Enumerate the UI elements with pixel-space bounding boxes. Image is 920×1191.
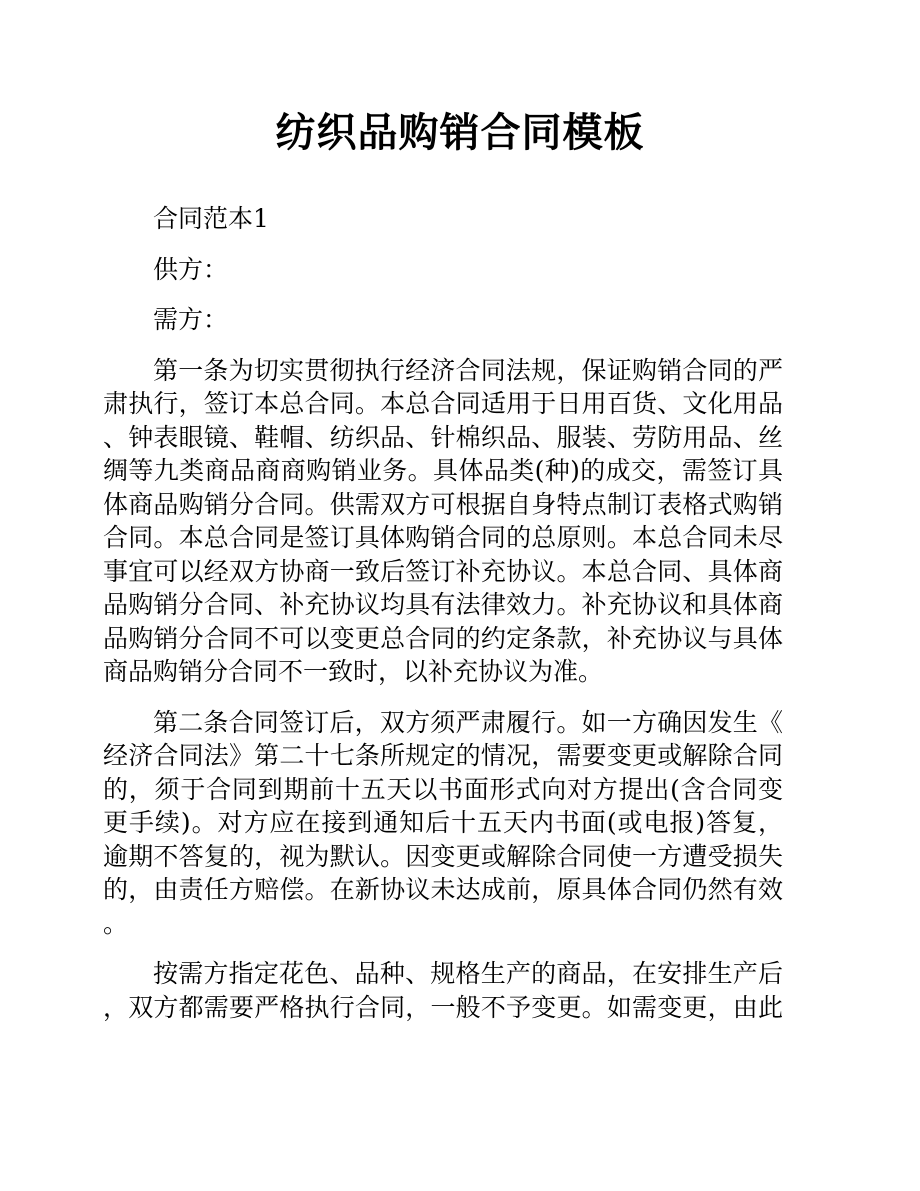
document-body [103,202,783,1024]
paragraph-line: 商品购销分合同不一致时，以补充协议为准。 [103,657,604,686]
supplier-field-label: 供方： [153,254,229,284]
contract-paragraph-2 [103,706,783,941]
contract-paragraph-3 [103,957,783,1024]
paragraph-line: 品购销分合同、补充协议均具有法律效力。补充协议和具体商 [103,590,783,619]
paragraph-line: 绸等九类商品商商购销业务。具体品类(种)的成交，需签订具 [103,456,783,485]
paragraph-line: ，双方都需要严格执行合同，一般不予变更。如需变更，由此 [103,992,783,1022]
paragraph-line: 第一条为切实贯彻执行经济合同法规，保证购销合同的严 [153,355,783,385]
paragraph-line: 第二条合同签订后，双方须严肃履行。如一方确因发生《 [153,707,783,737]
contract-paragraph-1 [103,354,783,689]
buyer-field-label: 需方： [153,305,229,334]
paragraph-line: 体商品购销分合同。供需双方可根据自身特点制订表格式购销 [103,489,783,519]
paragraph-line: 肃执行，签订本总合同。本总合同适用于日用百货、文化用品 [103,389,783,418]
paragraph-line: 、钟表眼镜、鞋帽、纺织品、针棉织品、服装、劳防用品、丝 [103,422,783,452]
paragraph-line: 更手续)。对方应在接到通知后十五天内书面(或电报)答复， [103,808,783,837]
paragraph-line: 的，由责任方赔偿。在新协议未达成前，原具体合同仍然有效 [103,875,783,904]
paragraph-line: 事宜可以经双方协商一致后签订补充协议。本总合同、具体商 [103,556,783,586]
paragraph-line: 合同。本总合同是签订具体购销合同的总原则。本总合同未尽 [103,523,783,552]
paragraph-line: 的，须于合同到期前十五天以书面形式向对方提出(含合同变 [103,774,783,804]
contract-sample-label: 合同范本1 [153,204,269,233]
paragraph-line: 按需方指定花色、品种、规格生产的商品，在安排生产后 [153,959,783,988]
document-title: 纺织品购销合同模板 [275,111,645,155]
paragraph-line: 经济合同法》第二十七条所规定的情况，需要变更或解除合同 [103,741,783,770]
paragraph-line: 品购销分合同不可以变更总合同的约定条款，补充协议与具体 [103,623,783,653]
paragraph-line: 。 [103,908,129,938]
paragraph-line: 逾期不答复的，视为默认。因变更或解除合同使一方遭受损失 [103,841,783,871]
